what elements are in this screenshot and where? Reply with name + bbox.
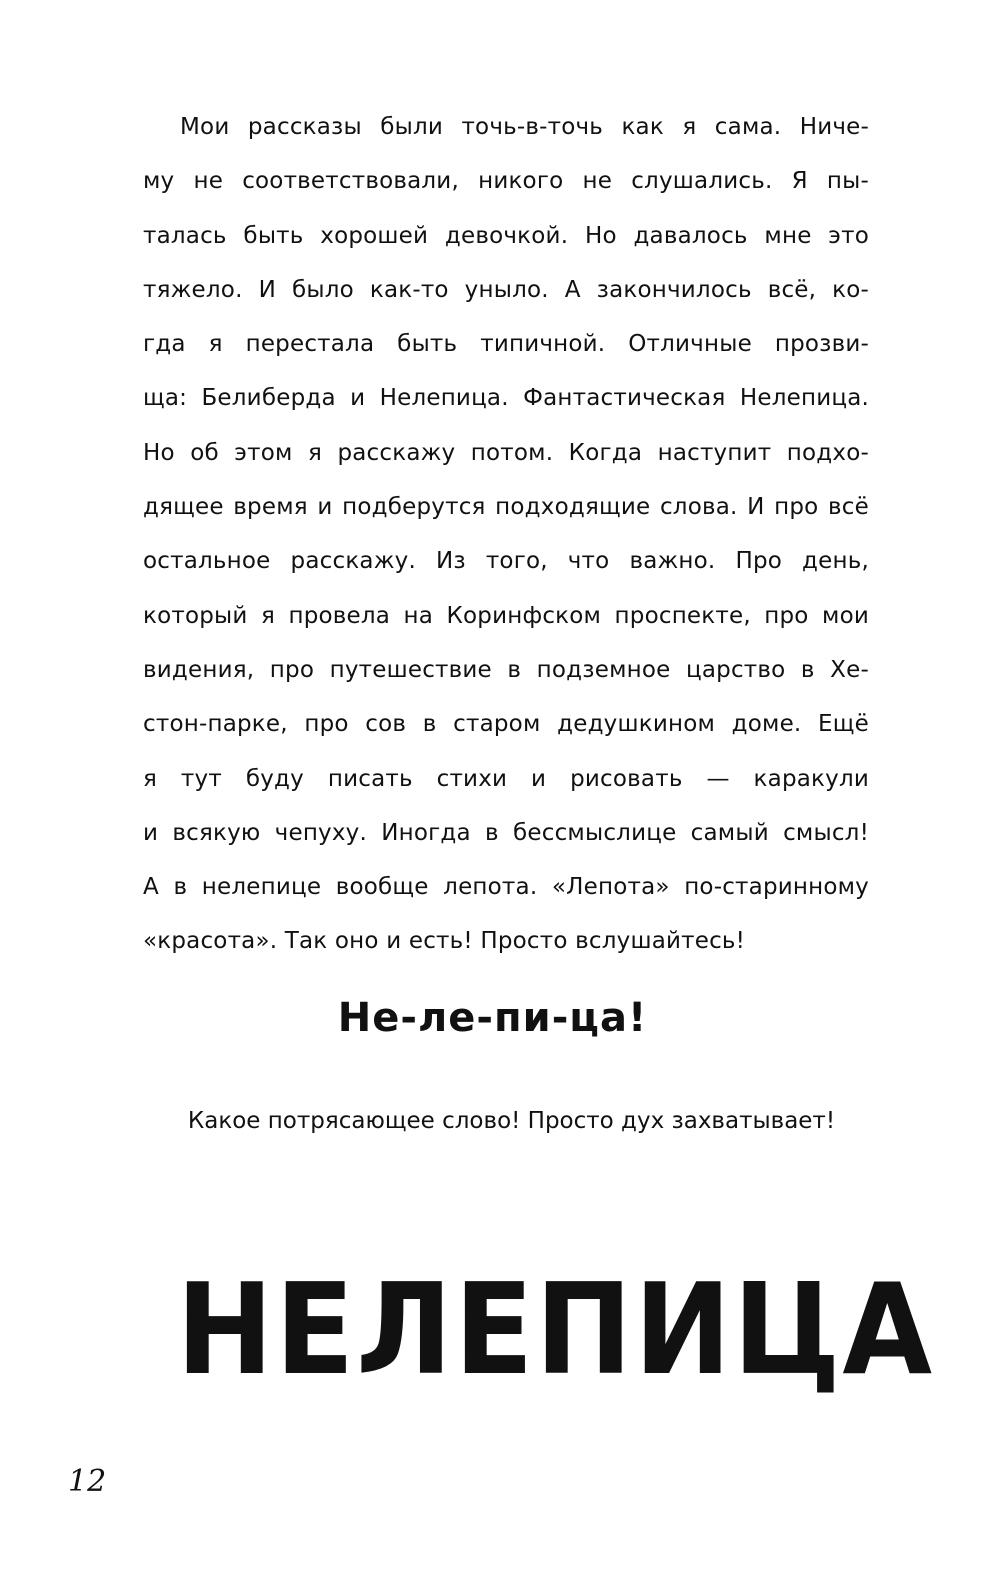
page-number: 12 [68,1464,107,1499]
paragraph-line: Мои рассказы были точь-в-точь как я сама. Ниче- [180,114,869,140]
paragraph-line: который я провела на Коринфском проспекте, про мои [143,602,869,629]
paragraph-line: талась быть хорошей девочкой. Но давалось мне это [143,222,869,249]
paragraph-line: и всякую чепуху. Иногда в бессмыслице самый смысл! [143,819,869,846]
paragraph-line: остальное расскажу. Из того, что важно. Про день, [143,548,869,575]
caption-line: Какое потрясающее слово! Просто дух захватывает! [187,1108,836,1134]
paragraph-line: гда я перестала быть типичной. Отличные прозви- [143,331,869,358]
paragraph-line: видения, про путешествие в подземное царство в Хе- [143,656,869,683]
paragraph-line: тяжело. И было как-то уныло. А закончилось всё, ко- [143,276,869,303]
paragraph-line: ща: Белиберда и Нелепица. Фантастическая Нелепица. [143,385,869,412]
paragraph-line: му не соответствовали, никого не слушались. Я пы- [143,168,869,195]
syllable-exclamation: Не-ле-пи-ца! [337,995,648,1041]
paragraph-line: стон-парке, про сов в старом дедушкином доме. Ещё [143,711,869,738]
paragraph-line: я тут буду писать стихи и рисовать — каракули [143,765,869,792]
body-paragraph [143,100,869,969]
paragraph-line: «красота». Так оно и есть! Просто вслушайтесь! [143,928,746,955]
big-display-word: НЕЛЕПИЦА [176,1256,934,1403]
paragraph-line: дящее время и подберутся подходящие слова. И про всё [143,494,869,521]
paragraph-line: Но об этом я расскажу потом. Когда наступит подхо- [143,439,869,466]
paragraph-line: А в нелепице вообще лепота. «Лепота» по-старинному [143,874,869,901]
